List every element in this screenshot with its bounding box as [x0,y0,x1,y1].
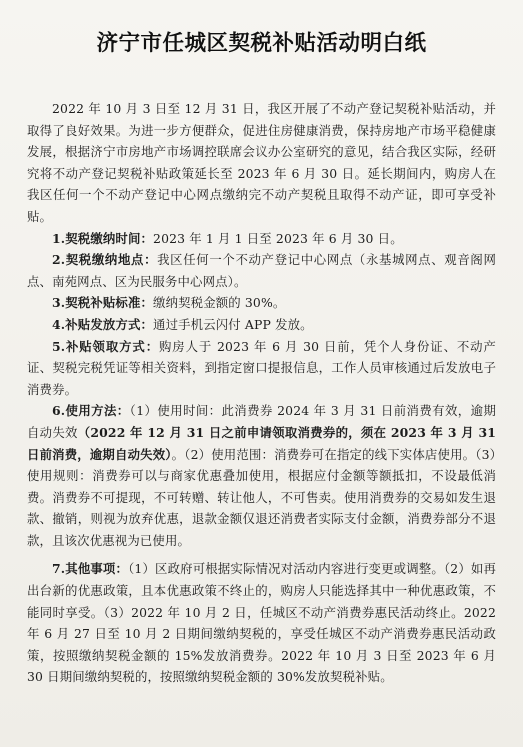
item-2-text: 我区任何一个不动产登记中心网点（永基城网点、观音阁网点、南苑网点、区为民服务中心网点）。 [27,252,496,289]
item-3 [27,292,496,314]
item-7-text: （1）区政府可根据实际情况对活动内容进行变更或调整。（2）如再出台新的优惠政策，且本优惠政策不终止的，购房人只能选择其中一种优惠政策，不能同时享受。（3）2022 年 10 月 2 日，任城区不动产消费券惠民活动终止。2022 年 6 月 27 日至 10 月 2 日期间缴纳契税的，享受任城区不动产消费券惠民活动政策，按照缴纳契税金额的 15%发放消费券。2022 年 10 月 3 日至 2023 年 6 月 30 日期间缴纳契税的，按照缴纳契税金额的 30%发放契税补贴。 [27,561,496,685]
item-1-text: 2023 年 1 月 1 日至 2023 年 6 月 30 日。 [153,230,403,246]
item-7-label: 7.其他事项： [52,561,129,577]
item-3-label: 3.契税补贴标准： [52,295,154,311]
document-title: 济宁市任城区契税补贴活动明白纸 [96,31,427,56]
item-5-text: 购房人于 2023 年 6 月 30 日前，凭个人身份证、不动产证、契税完税凭证等相关资料，到指定窗口提报信息，工作人员审核通过后发放电子消费券。 [27,338,496,397]
item-5-label: 5.补贴领取方式： [52,338,159,354]
item-6-part1: （1）使用时间：此消费券 2024 年 3 月 31 日前消费有效，逾期自动失效 [27,403,496,440]
item-4-text: 通过手机云闪付 APP 发放。 [153,316,313,332]
item-6-bold-note: （2022 年 12 月 31 日之前申请领取消费券的，须在 2023 年 3 月 31 日前消费，逾期自动失效） [27,424,497,462]
item-5 [27,336,496,401]
item-6 [27,400,496,551]
intro-paragraph: 2022 年 10 月 3 日至 12 月 31 日，我区开展了不动产登记契税补贴活动，并取得了良好效果。为进一步方便群众，促进住房健康消费，保持房地产市场平稳健康发展，根据济宁市房地产市场调控联席会议办公室研究的意见，结合我区实际，经研究将不动产登记契税补贴政策延长至 2023 年 6 月 30 日。延长期间内，购房人在我区任何一个不动产登记中心网点缴纳完不动产契税且取得不动产证，即可享受补贴。 [27,101,496,224]
item-2-label: 2.契税缴纳地点： [52,252,158,268]
item-6-label: 6.使用方法： [52,403,130,419]
item-4 [27,314,496,336]
item-7 [27,558,496,688]
item-1-label: 1.契税缴纳时间： [52,230,154,246]
item-1 [27,228,496,250]
item-2 [27,249,496,292]
item-6-part2: 。（2）使用范围：消费券可在指定的线下实体店使用。（3）使用规则：消费券可以与商家优惠叠加使用，根据应付金额等额抵扣，不设最低消费。消费券不可提现，不可转赠、转让他人，不可售卖。使用消费券的交易如发生退款、撤销，则视为放弃优惠，退款金额仅退还消费者实际支付金额，消费券部分不退款，且该次优惠视为已使用。 [27,446,496,548]
item-3-text: 缴纳契税金额的 30%。 [153,295,286,311]
item-4-label: 4.补贴发放方式： [52,316,154,332]
